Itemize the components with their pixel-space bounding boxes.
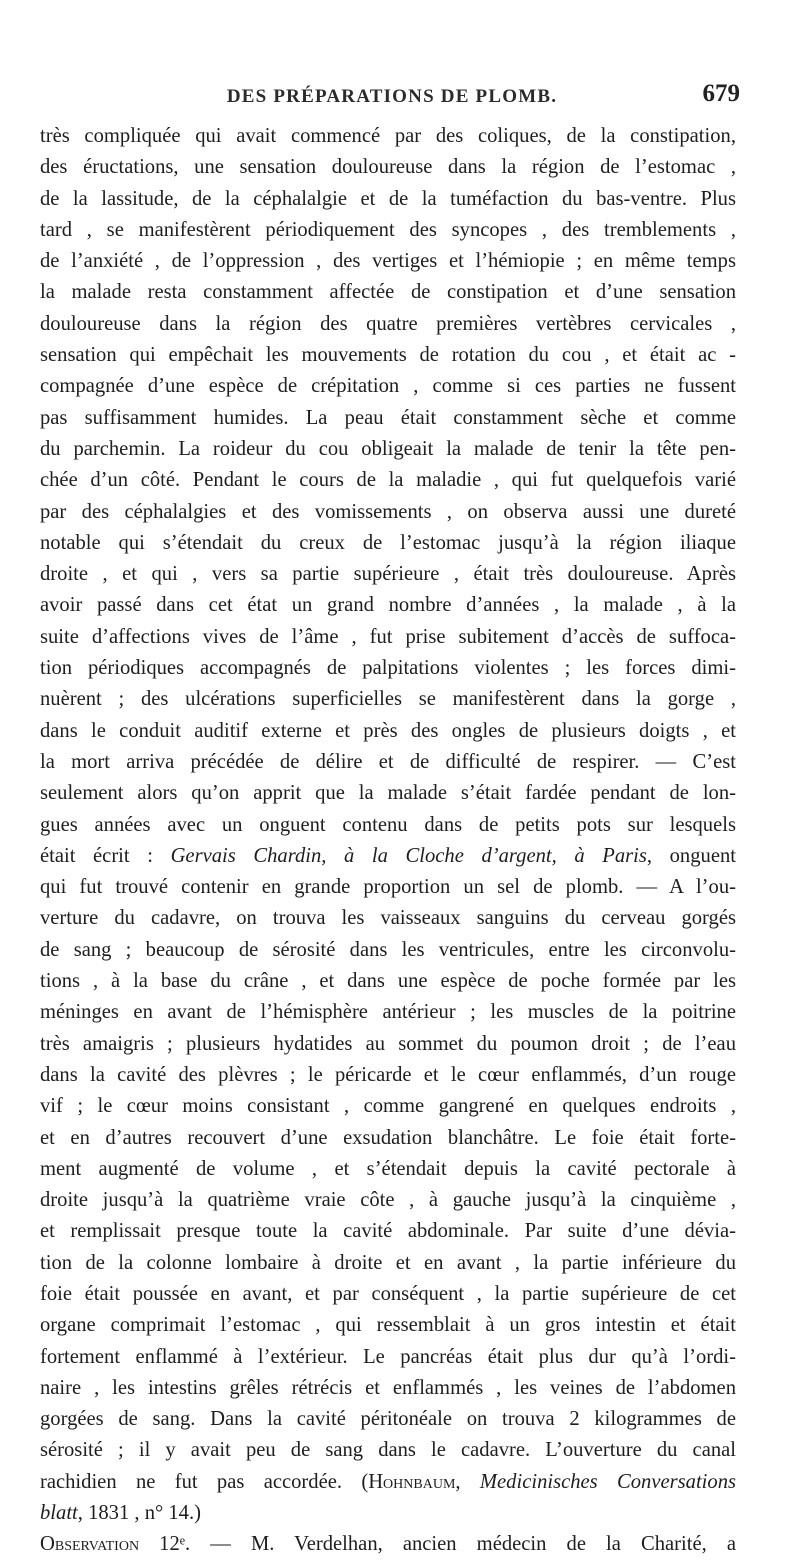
line-text: , onguent [646, 844, 736, 867]
text-line-citation-end [40, 1498, 736, 1529]
italic-inscription: Gervais Chardin, à la Cloche d’argent, à Paris [170, 844, 647, 867]
text-line: sensation qui empêchait les mouvements de rotation du cou , et était ac - [40, 344, 736, 367]
text-line: nuèrent ; des ulcérations superficielles se manifestèrent dans la gorge , [40, 688, 736, 711]
text-line: avoir passé dans cet état un grand nombre d’années , la malade , à la [40, 594, 736, 617]
text-line: méninges en avant de l’hémisphère antérieur ; les muscles de la poitrine [40, 1001, 736, 1024]
line-text: 12ᵉ. — M. Verdelhan, ancien médecin de la Charité, a [139, 1533, 736, 1556]
observation-label: Observation [40, 1533, 140, 1556]
text-line: chée d’un côté. Pendant le cours de la maladie , qui fut quelquefois varié [40, 469, 736, 492]
text-line: pas suffisamment humides. La peau était constamment sèche et comme [40, 406, 736, 429]
text-line-with-italic [40, 841, 736, 872]
observation-heading-line [40, 1529, 736, 1560]
text-line: ment augmenté de volume , et s’étendait depuis la cavité pectorale à [40, 1157, 736, 1180]
text-line: très compliquée qui avait commencé par des coliques, de la constipation, [40, 125, 736, 147]
text-line: tion de la colonne lombaire à droite et en avant , la partie inférieure du [40, 1251, 736, 1274]
line-text: était écrit : [40, 844, 171, 867]
text-line: compagnée d’une espèce de crépitation , comme si ces parties ne fussent [40, 375, 736, 398]
text-line: fortement enflammé à l’extérieur. Le pancréas était plus dur qu’à l’ordi- [40, 1345, 736, 1368]
text-line: et en d’autres recouvert d’une exsudation blanchâtre. Le foie était forte- [40, 1126, 736, 1149]
text-line: et remplissait presque toute la cavité abdominale. Par suite d’une dévia- [40, 1220, 736, 1243]
text-line: de la lassitude, de la céphalalgie et de la tuméfaction du bas-ventre. Plus [40, 187, 736, 210]
text-line: de l’anxiété , de l’oppression , des vertiges et l’hémiopie ; en même temps [40, 250, 736, 273]
text-line: dans la cavité des plèvres ; le péricarde et le cœur enflammés, d’un rouge [40, 1063, 736, 1086]
text-line: de sang ; beaucoup de sérosité dans les ventricules, entre les circonvolu- [40, 938, 736, 961]
text-line: la mort arriva précédée de délire et de difficulté de respirer. — C’est [40, 750, 736, 773]
page-number: 679 [702, 80, 740, 107]
text-line: très amaigris ; plusieurs hydatides au sommet du poumon droit ; de l’eau [40, 1032, 736, 1055]
text-line: tard , se manifestèrent périodiquement des syncopes , des tremblements , [40, 218, 736, 241]
citation-author: Hohnbaum [368, 1470, 456, 1493]
text-line: organe comprimait l’estomac , qui ressemblait à un gros intestin et était [40, 1314, 736, 1337]
text-line: suite d’affections vives de l’âme , fut prise subitement d’accès de suffoca- [40, 625, 736, 648]
text-line: tions , à la base du crâne , et dans une espèce de poche formée par les [40, 970, 736, 993]
text-line: du parchemin. La roideur du cou obligeait la malade de tenir la tête pen- [40, 437, 736, 460]
text-line: foie était poussée en avant, et par conséquent , la partie supérieure de cet [40, 1282, 736, 1305]
text-line: par des céphalalgies et des vomissements , on observa aussi une dureté [40, 500, 736, 523]
text-line: gues années avec un onguent contenu dans de petits pots sur lesquels [40, 813, 736, 836]
citation-journal-end: blatt [40, 1502, 78, 1525]
citation-journal: Medicinisches Conversations [479, 1470, 737, 1493]
text-line: dans le conduit auditif externe et près des ongles de plusieurs doigts , et [40, 719, 736, 742]
text-line: naire , les intestins grêles rétrécis et enflammés , les veines de l’abdomen [40, 1376, 736, 1399]
running-head [44, 80, 740, 116]
line-text: , 1831 , n° 14.) [77, 1502, 201, 1525]
text-line: la malade resta constamment affectée de constipation et d’une sensation [40, 281, 736, 304]
text-line: droite jusqu’à la quatrième vraie côte , à gauche jusqu’à la cinquième , [40, 1189, 736, 1212]
line-text: rachidien ne fut pas accordée. ( [40, 1470, 369, 1493]
text-line: droite , et qui , vers sa partie supérieure , était très douloureuse. Après [40, 563, 736, 586]
text-line-citation [40, 1467, 736, 1498]
text-line: douloureuse dans la région des quatre premières vertèbres cervicales , [40, 312, 736, 335]
text-line: qui fut trouvé contenir en grande proportion un sel de plomb. — A l’ou- [40, 876, 736, 899]
text-line: des éructations, une sensation douloureuse dans la région de l’estomac , [40, 156, 736, 179]
text-line: seulement alors qu’on apprit que la malade s’était fardée pendant de lon- [40, 782, 736, 805]
text-line: tion périodiques accompagnés de palpitations violentes ; les forces dimi- [40, 657, 736, 680]
text-line: gorgées de sang. Dans la cavité péritonéale on trouva 2 kilogrammes de [40, 1408, 736, 1431]
text-line: sérosité ; il y avait peu de sang dans le cadavre. L’ouverture du canal [40, 1439, 736, 1462]
text-line: notable qui s’étendait du creux de l’estomac jusqu’à la région iliaque [40, 531, 736, 554]
text-line: vif ; le cœur moins consistant , comme gangrené en quelques endroits , [40, 1095, 736, 1118]
text-line: verture du cadavre, on trouva les vaisseaux sanguins du cerveau gorgés [40, 907, 736, 930]
body-text [40, 121, 736, 1561]
running-title: DES PRÉPARATIONS DE PLOMB. [226, 86, 558, 107]
line-text: , [455, 1470, 480, 1493]
